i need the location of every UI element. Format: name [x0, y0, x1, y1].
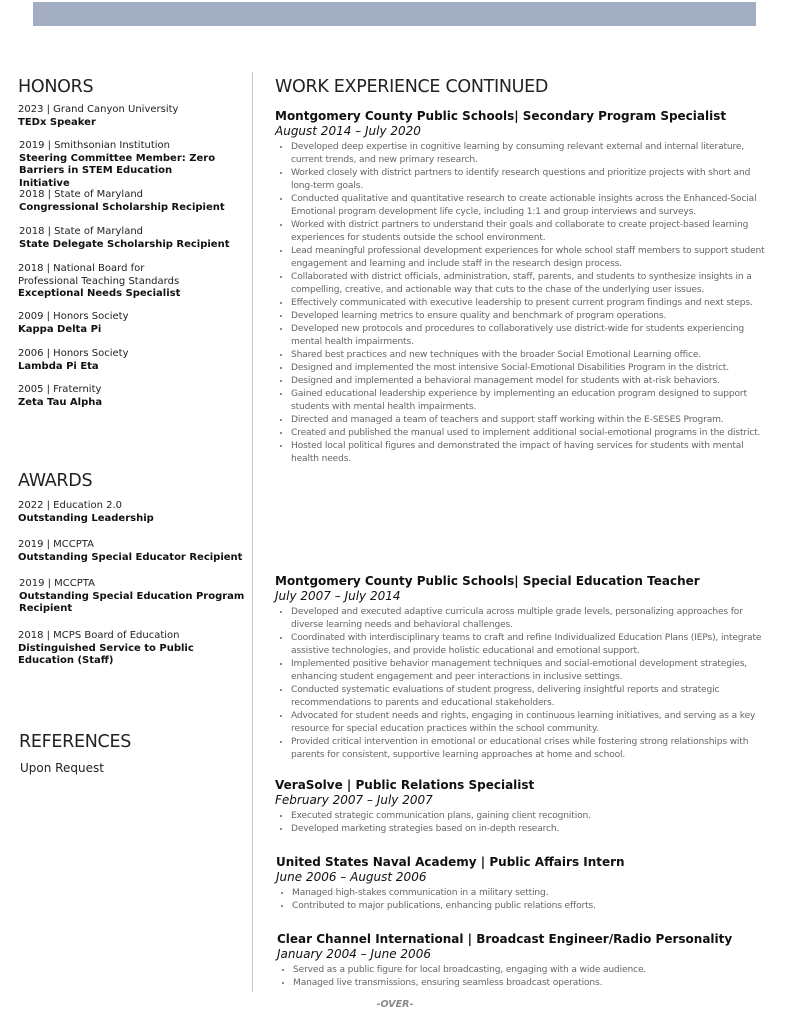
job-bullet: • Gained educational leadership experience by implementing an education program designed to support students with mental health impairments. [291, 388, 770, 414]
job-entry [276, 855, 771, 913]
job-entry [275, 109, 770, 466]
job-entry [275, 778, 770, 836]
column-divider [252, 72, 253, 992]
job-bullet: • Directed and managed a team of teachers and support staff working within the E-SESES Program. [291, 414, 770, 427]
honor-item [18, 348, 248, 373]
work-heading: WORK EXPERIENCE CONTINUED [275, 77, 549, 97]
job-bullet: • Worked closely with district partners to identify research questions and prioritize projects with short and long-term goals. [291, 167, 770, 193]
job-bullet: • Developed deep expertise in cognitive learning by consuming relevant external and internal literature, current trends, and new primary research. [291, 141, 770, 167]
award-name: Distinguished Service to Public Education (Staff) [18, 642, 194, 666]
job-bullet: • Conducted qualitative and quantitative research to create actionable insights across the Enhanced-Social Emotional program development life cycle, including 1:1 and group interviews and surveys. [291, 193, 770, 219]
job-title: VeraSolve | Public Relations Specialist [275, 778, 535, 792]
header-banner [33, 2, 756, 26]
awards-heading: AWARDS [18, 471, 93, 491]
job-dates: February 2007 – July 2007 [275, 793, 433, 807]
job-bullet: • Developed and executed adaptive curricula across multiple grade levels, personalizing approaches for diverse learning needs and behavioral challenges. [291, 606, 770, 632]
references-text: Upon Request [20, 761, 104, 775]
job-bullet: • Created and published the manual used to implement additional social-emotional programs in the district. [291, 427, 770, 440]
job-bullet: • Hosted local political figures and demonstrated the impact of having services for students with mental health needs. [291, 440, 770, 466]
honor-name: State Delegate Scholarship Recipient [19, 238, 230, 250]
job-bullet: • Served as a public figure for local broadcasting, engaging with a wide audience. [293, 964, 772, 977]
award-meta: 2018 | MCPS Board of Education [18, 630, 180, 641]
honor-item [18, 311, 248, 336]
job-dates: June 2006 – August 2006 [276, 870, 427, 884]
job-bullet: • Coordinated with interdisciplinary teams to craft and refine Individualized Education Plans (IEPs), integrate assistive technologies, and provide holistic educational and emotional support. [291, 632, 770, 658]
honor-name: Lambda Pi Eta [18, 360, 99, 372]
job-bullet: • Conducted systematic evaluations of student progress, delivering insightful reports and strategic recommendations to parents and educational stakeholders. [291, 684, 770, 710]
job-bullets [275, 141, 770, 466]
award-item [19, 578, 249, 616]
award-meta: 2019 | MCCPTA [19, 578, 95, 589]
honor-meta: 2023 | Grand Canyon University [18, 104, 179, 115]
honors-heading: HONORS [18, 77, 94, 97]
award-meta: 2022 | Education 2.0 [18, 500, 123, 511]
honor-name: Exceptional Needs Specialist [18, 288, 181, 299]
job-bullet: • Developed marketing strategies based on in-depth research. [291, 823, 770, 836]
job-dates: January 2004 – June 2006 [277, 947, 431, 961]
job-entry [277, 932, 772, 990]
honor-item [18, 104, 248, 129]
award-meta: 2019 | MCCPTA [18, 539, 94, 550]
job-bullet: • Developed new protocols and procedures to collaboratively use district-wide for students experiencing mental health impairments. [291, 323, 770, 349]
honor-item [19, 189, 249, 214]
job-bullet: • Collaborated with district officials, administration, staff, parents, and students to synthesize insights in a compelling, creative, and actionable way that cuts to the chase of the underlying user issues. [291, 271, 770, 297]
job-bullet: • Lead meaningful professional development experiences for whole school staff members to support student engagement and learning and include staff in the research design process. [291, 245, 770, 271]
job-bullet: • Contributed to major publications, enhancing public relations efforts. [292, 900, 771, 913]
job-bullets [277, 964, 772, 990]
honor-item [19, 226, 249, 251]
job-bullet: • Worked with district partners to understand their goals and collaborate to create project-based learning experiences for students outside the school environment. [291, 219, 770, 245]
job-dates: August 2014 – July 2020 [275, 124, 421, 138]
job-bullets [275, 606, 770, 762]
job-title: Clear Channel International | Broadcast Engineer/Radio Personality [277, 932, 733, 946]
honor-name: Kappa Delta Pi [18, 323, 102, 335]
award-item [18, 500, 248, 525]
honor-name: Zeta Tau Alpha [18, 396, 103, 408]
job-bullet: • Implemented positive behavior management techniques and social-emotional development strategies, enhancing student engagement and peer interactions in inclusive settings. [291, 658, 770, 684]
job-bullet: • Designed and implemented a behavioral management model for students with at-risk behaviors. [291, 375, 770, 388]
award-name: Outstanding Special Education Program Recipient [19, 590, 245, 614]
honor-item [18, 384, 248, 409]
award-name: Outstanding Leadership [18, 512, 154, 524]
job-bullet: • Advocated for student needs and rights, engaging in continuous learning initiatives, and serving as a key resource for special education practices within the school community. [291, 710, 770, 736]
honor-meta: 2018 | National Board for Professional Teaching Standards [18, 263, 180, 287]
honor-meta: 2018 | State of Maryland [19, 189, 144, 200]
honor-meta: 2009 | Honors Society [18, 311, 129, 322]
job-bullet: • Managed high-stakes communication in a military setting. [292, 887, 771, 900]
job-bullet: • Executed strategic communication plans, gaining client recognition. [291, 810, 770, 823]
honor-item [19, 140, 225, 190]
job-title: Montgomery County Public Schools| Special Education Teacher [275, 574, 700, 588]
job-bullet: • Managed live transmissions, ensuring seamless broadcast operations. [293, 977, 772, 990]
award-item [18, 539, 248, 564]
over-indicator: -OVER- [376, 999, 414, 1010]
honor-meta: 2005 | Fraternity [18, 384, 102, 395]
honor-meta: 2006 | Honors Society [18, 348, 129, 359]
job-bullets [275, 810, 770, 836]
honor-meta: 2018 | State of Maryland [19, 226, 144, 237]
job-dates: July 2007 – July 2014 [275, 589, 401, 603]
job-title: United States Naval Academy | Public Affairs Intern [276, 855, 625, 869]
honor-name: TEDx Speaker [18, 116, 96, 128]
job-bullet: • Shared best practices and new techniques with the broader Social Emotional Learning office. [291, 349, 770, 362]
honor-name: Congressional Scholarship Recipient [19, 201, 225, 213]
job-bullet: • Designed and implemented the most intensive Social-Emotional Disabilities Program in the district. [291, 362, 770, 375]
job-bullet: • Effectively communicated with executive leadership to present current program findings and next steps. [291, 297, 770, 310]
references-heading: REFERENCES [19, 732, 132, 752]
job-entry [275, 574, 770, 762]
honor-meta: 2019 | Smithsonian Institution [19, 140, 171, 151]
honor-item [18, 263, 198, 301]
award-name: Outstanding Special Educator Recipient [18, 551, 243, 563]
honor-name: Steering Committee Member: Zero Barriers in STEM Education Initiative [19, 152, 216, 189]
job-title: Montgomery County Public Schools| Secondary Program Specialist [275, 109, 727, 123]
award-item [18, 630, 198, 668]
job-bullet: • Developed learning metrics to ensure quality and benchmark of program operations. [291, 310, 770, 323]
job-bullets [276, 887, 771, 913]
job-bullet: • Provided critical intervention in emotional or educational crises while fostering strong relationships with parents for consistent, supportive learning approaches at home and school. [291, 736, 770, 762]
